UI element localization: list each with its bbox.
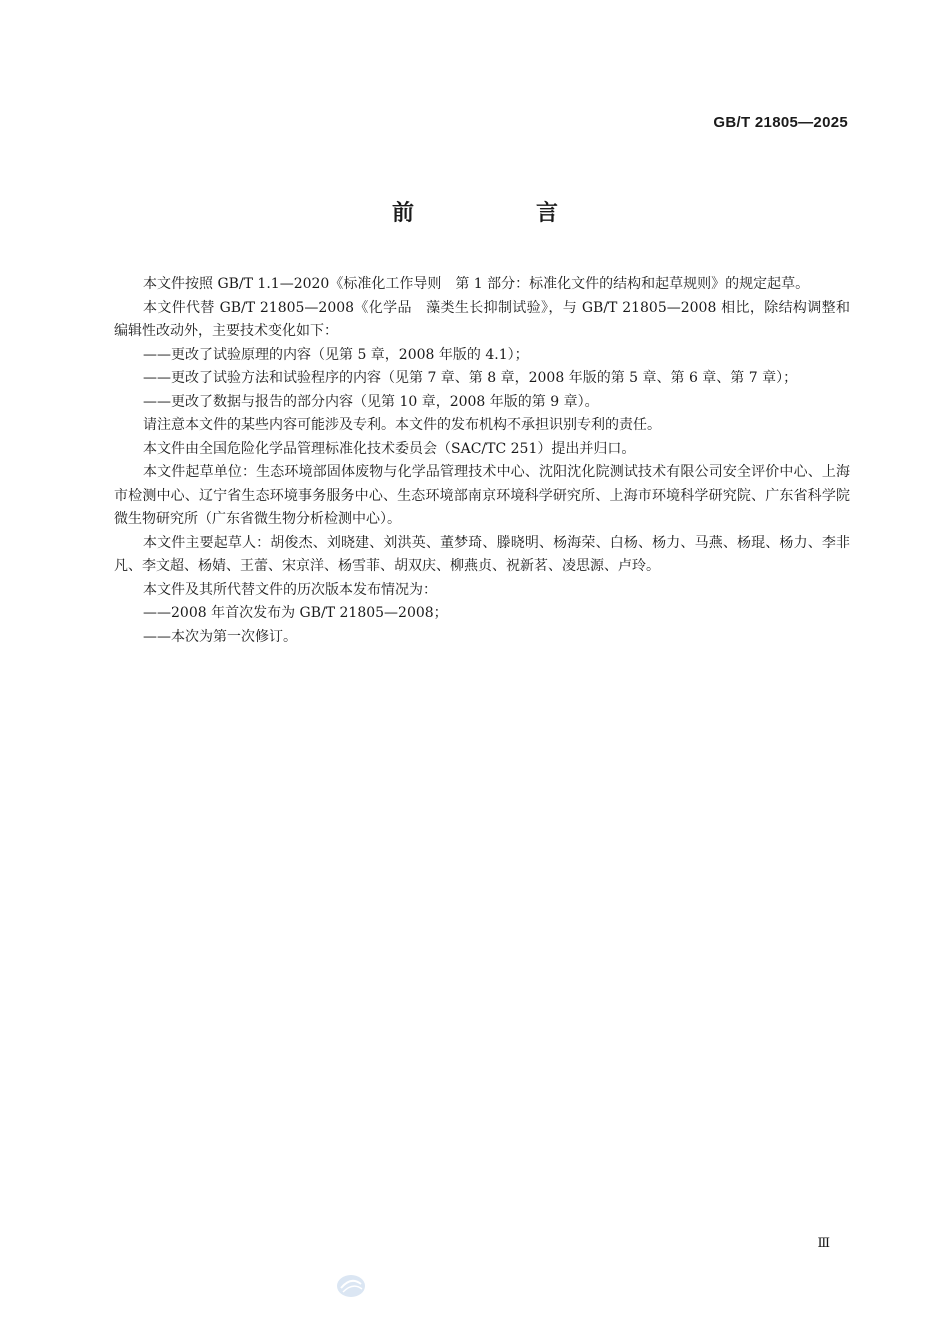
page-number: Ⅲ	[817, 1236, 830, 1251]
page-title: 前 言	[391, 201, 608, 226]
list-item: ——更改了试验原理的内容（见第 5 章，2008 年版的 4.1）；	[143, 346, 529, 363]
paragraph: 本文件起草单位：生态环境部固体废物与化学品管理技术中心、沈阳沈化院测试技术有限公司安全评价中心、上海市检测中心、辽宁省生态环境事务服务中心、生态环境部南京环境科学研究所、上海市环境科学研究院、广东省科学院微生物研究所（广东省微生物分析检测中心）。	[114, 464, 850, 527]
list-item: ——更改了试验方法和试验程序的内容（见第 7 章、第 8 章，2008 年版的第 5 章、第 6 章、第 7 章）；	[143, 370, 798, 386]
list-item: ——本次为第一次修订。	[143, 628, 297, 645]
paragraph: 本文件由全国危险化学品管理标准化技术委员会（SAC/TC 251）提出并归口。	[143, 440, 636, 457]
list-item: ——更改了数据与报告的部分内容（见第 10 章，2008 年版的第 9 章）。	[143, 393, 599, 410]
paragraph: 本文件代替 GB/T 21805—2008《化学品 藻类生长抑制试验》，与 GB/T 21805—2008 相比，除结构调整和编辑性改动外，主要技术变化如下：	[114, 299, 850, 339]
sac-logo-icon	[335, 1272, 367, 1300]
paragraph: 请注意本文件的某些内容可能涉及专利。本文件的发布机构不承担识别专利的责任。	[143, 417, 661, 433]
document-code: GB/T 21805—2025	[713, 114, 848, 131]
paragraph: 本文件主要起草人：胡俊杰、刘晓建、刘洪英、董梦琦、滕晓明、杨海荣、白杨、杨力、马燕、杨琨、杨力、李非凡、李文超、杨婧、王蕾、宋京洋、杨雪菲、胡双庆、柳燕贞、祝新茗、凌思源、卢玲。	[114, 534, 850, 574]
list-item: ——2008 年首次发布为 GB/T 21805—2008；	[143, 605, 448, 621]
paragraph: 本文件及其所代替文件的历次版本发布情况为：	[143, 581, 437, 598]
foreword-body	[114, 273, 850, 649]
paragraph: 本文件按照 GB/T 1.1—2020《标准化工作导则 第 1 部分：标准化文件的结构和起草规则》的规定起草。	[143, 276, 810, 292]
